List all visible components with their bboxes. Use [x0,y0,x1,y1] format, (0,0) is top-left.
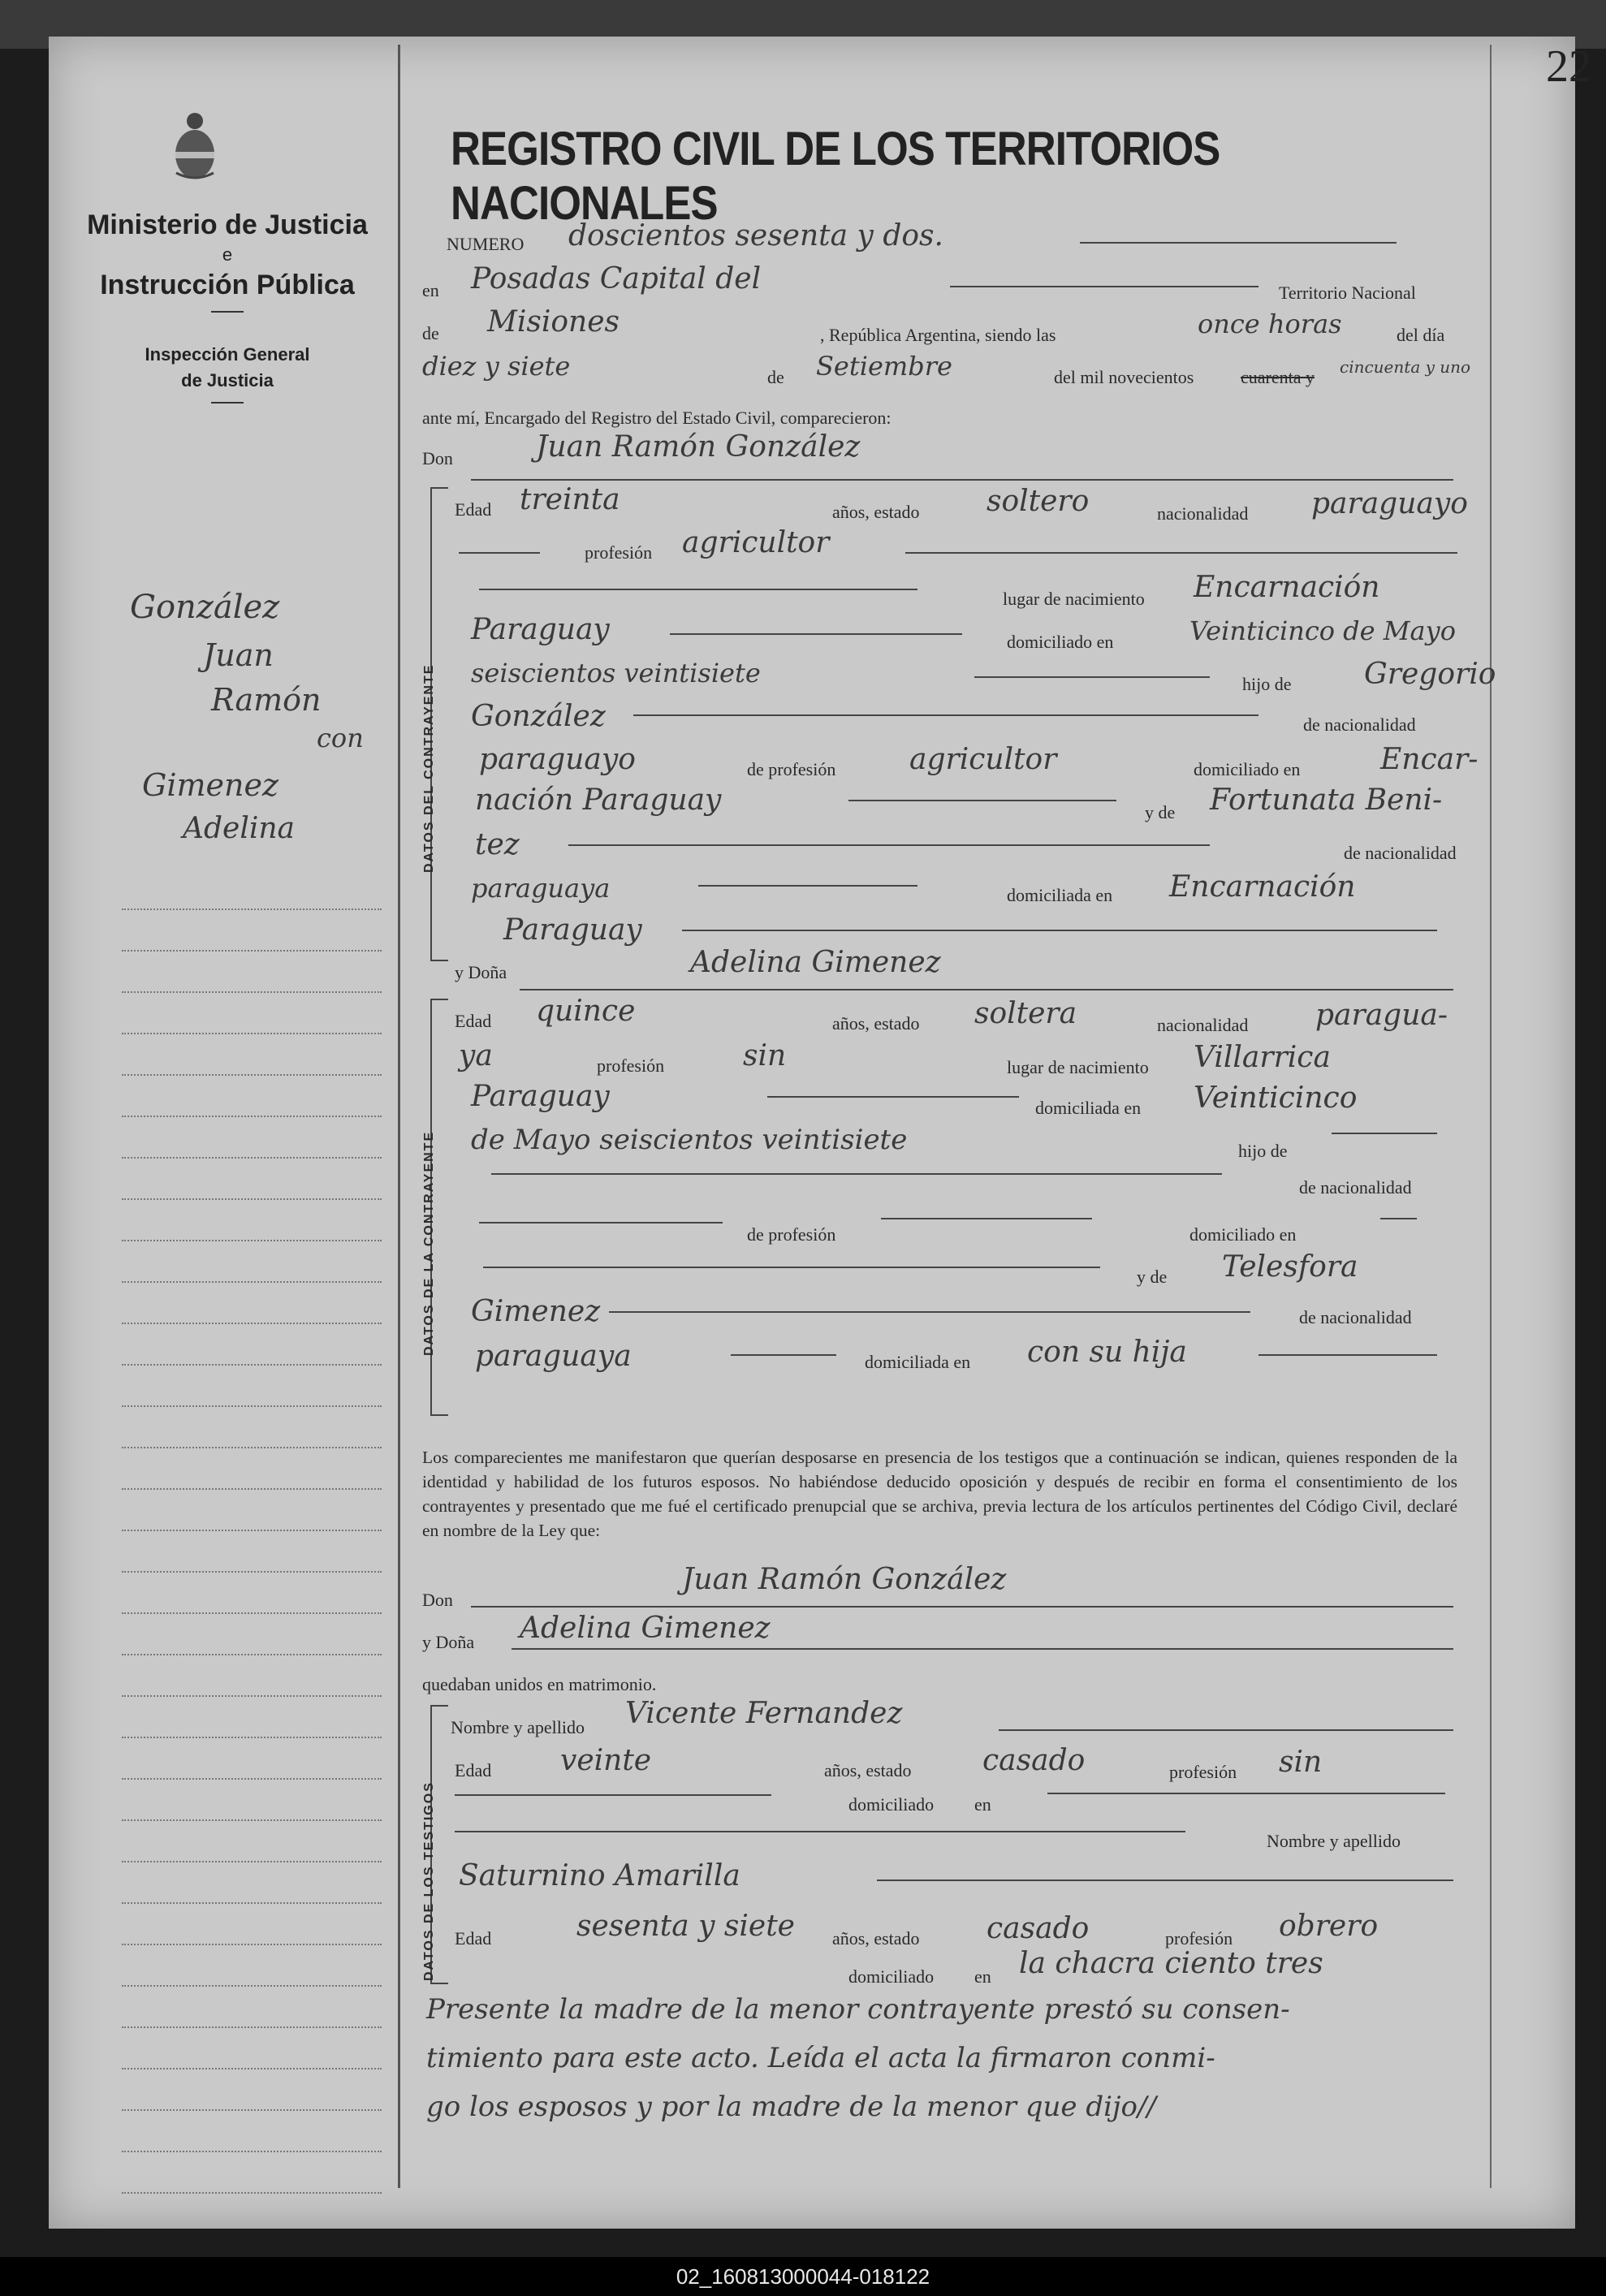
ministry-line-2: e [222,244,233,265]
label-domiciliada-en: domiciliada en [865,1352,971,1372]
note-line-2: timiento para este acto. Leída el acta la firmaron conmi- [426,2042,1215,2074]
ministry-line-3: Instrucción Pública [100,270,355,300]
hw-edad-ella: quince [536,995,636,1028]
label-nacionalidad: nacionalidad [1157,1015,1249,1035]
label-del-dia: del día [1397,325,1445,345]
rule [491,1173,1222,1175]
hw-madre: Fortunata Beni- [1210,783,1443,817]
rule [479,589,917,590]
label-de-nacionalidad: de nacionalidad [1299,1307,1412,1327]
hw-edad: treinta [520,483,620,516]
label-territorio: Territorio Nacional [1279,283,1416,303]
hw-madre-ella: Telesfora [1222,1250,1358,1284]
rule [698,885,917,887]
ministry-line-4: Inspección General [145,344,310,365]
rule [455,1794,771,1796]
rule [633,714,1258,716]
hw-estado: soltero [986,485,1090,518]
label-de-nacionalidad: de nacionalidad [1344,843,1457,863]
rule [670,633,962,635]
label-domiciliada-en: domiciliada en [1007,885,1113,905]
margin-note-line: Adelina [183,812,296,845]
label-quedaban: quedaban unidos en matrimonio. [422,1674,657,1694]
rule [848,800,1116,801]
hw-nac-lugar-ella-2: Paraguay [471,1080,610,1113]
hw-prof-ella: sin [743,1039,787,1072]
hw-dona-2: Adelina Gimenez [520,1612,771,1645]
rule [471,479,1453,481]
page-title: REGISTRO CIVIL DE LOS TERRITORIOS NACIONALES [451,123,1220,230]
hw-dia: diez y siete [422,351,571,382]
side-label-testigos: DATOS DE LOS TESTIGOS [422,1781,436,1981]
label-lugar-nacimiento: lugar de nacimiento [1003,589,1145,609]
label-de-mes: de [767,367,784,387]
hw-lugar-nacimiento: Encarnación [1194,571,1380,604]
hw-nac-ella: paragua- [1315,999,1448,1032]
hw-madre-2: tez [475,828,520,861]
hw-testigo-2-dom: la chacra ciento tres [1019,1947,1323,1980]
rule [950,286,1258,287]
hw-mes: Setiembre [816,351,952,382]
side-label-la-contrayente: DATOS DE LA CONTRAYENTE [422,1130,436,1356]
hw-territorio: Misiones [487,305,620,339]
hw-testigo-2-edad: sesenta y siete [576,1910,795,1943]
label-hijo-de: hijo de [1242,674,1292,694]
rule [1080,242,1397,244]
hw-padre: Gregorio [1364,658,1496,691]
right-rule [1490,45,1492,2188]
margin-note-line: Gimenez [142,767,279,803]
rule [1258,1354,1437,1356]
label-anos-estado: años, estado [824,1760,912,1780]
hw-madre-ella-nac: paraguaya [475,1340,632,1373]
hw-padre-prof: agricultor [909,743,1057,776]
label-y-de: y de [1145,802,1176,822]
hw-nac-lugar-ella: Villarrica [1194,1041,1331,1074]
label-profesion: profesión [1169,1762,1237,1782]
label-en: en [974,1966,991,1987]
rule [483,1267,1100,1268]
hw-testigo-1: Vicente Fernandez [625,1697,903,1730]
hw-madre-dom: Encarnación [1169,870,1356,904]
rule [1380,1218,1417,1219]
rule [512,1648,1453,1650]
hw-testigo-1-prof: sin [1279,1746,1323,1779]
label-y-dona: y Doña [422,1632,475,1652]
label-anos-estado: años, estado [832,1013,920,1034]
label-del-mil: del mil novecientos [1054,367,1194,387]
hw-testigo-2-prof: obrero [1279,1910,1379,1943]
rule [568,844,1210,846]
label-don: Don [422,448,453,468]
ministry-heading [81,207,373,404]
label-numero: NUMERO [447,234,525,254]
hw-anio: cincuenta y uno [1340,357,1471,377]
hw-domicilio-2: seiscientos veintisiete [471,658,761,688]
label-de-nacionalidad: de nacionalidad [1303,714,1416,735]
rule [1332,1133,1437,1134]
hw-padre-dom: Encar- [1380,743,1479,776]
image-id-footer: 02_160813000044-018122 [0,2257,1606,2296]
label-lugar-nacimiento: lugar de nacimiento [1007,1057,1149,1077]
hw-madre-ella-2: Gimenez [471,1295,601,1328]
hw-nacionalidad: paraguayo [1311,487,1468,520]
note-line-1: Presente la madre de la menor contrayente prestó su consen- [426,1993,1290,2026]
label-anos-estado: años, estado [832,1928,920,1949]
rule [455,1831,1185,1832]
label-ante-mi: ante mí, Encargado del Registro del Estado Civil, comparecieron: [422,408,892,428]
label-cuarenta: cuarenta y [1241,367,1315,387]
hw-don-2: Juan Ramón González [682,1563,1007,1596]
label-y-de: y de [1137,1267,1168,1287]
hw-nac-ella-2: ya [459,1039,493,1072]
label-nombre-apellido: Nombre y apellido [451,1717,585,1737]
margin-ruled-lines [122,869,382,2194]
hw-don: Juan Ramón González [536,430,861,464]
hw-padre-dom-2: nación Paraguay [475,783,722,817]
hw-domicilio: Veinticinco de Mayo [1189,615,1456,646]
rule [479,1222,723,1224]
label-profesion: profesión [597,1055,665,1076]
side-label-contrayente: DATOS DEL CONTRAYENTE [422,663,436,873]
hw-estado-ella: soltera [974,997,1077,1030]
rule [905,552,1457,554]
hw-testigo-1-estado: casado [982,1744,1086,1777]
margin-note-line: Juan [203,637,274,673]
margin-note-line: González [130,589,280,626]
rule [731,1354,836,1356]
ministry-line-5: de Justicia [181,370,274,391]
hw-profesion: agricultor [682,526,830,559]
ministry-line-1: Ministerio de Justicia [87,209,368,240]
label-de: de [422,323,439,343]
hw-testigo-1-edad: veinte [560,1744,652,1777]
rule [974,676,1210,678]
note-line-3: go los esposos y por la madre de la menor que dijo// [426,2091,1156,2123]
hw-dom-ella-2: de Mayo seiscientos veintisiete [471,1124,908,1156]
hw-padre-2: González [471,700,606,733]
hw-testigo-2: Saturnino Amarilla [459,1859,740,1892]
label-domiciliada-en: domiciliada en [1035,1098,1142,1118]
label-hijo-de: hijo de [1238,1141,1288,1161]
label-de-profesion: de profesión [747,759,836,779]
hw-testigo-2-estado: casado [986,1912,1090,1945]
label-domiciliado: domiciliado [848,1966,935,1987]
rule [682,930,1437,931]
label-edad: Edad [455,1928,492,1949]
rule [881,1218,1092,1219]
hw-dom-ella: Veinticinco [1194,1081,1358,1115]
label-de-nacionalidad: de nacionalidad [1299,1177,1412,1198]
rule [459,552,540,554]
hw-madre-ella-dom: con su hija [1027,1336,1187,1369]
hw-madre-nac: paraguaya [471,873,611,904]
label-edad: Edad [455,499,492,520]
rule [609,1311,1250,1313]
rule [877,1880,1453,1881]
margin-note-line: con [317,723,364,753]
label-anos-estado: años, estado [832,502,920,522]
declaration-paragraph: Los comparecientes me manifestaron que querían desposarse en presencia de los testigos que a continuación se indican, quienes responden de la identidad y habilidad de los futuros esposos. No habiéndose deducido oposición y después de recibir en forma el consentimiento de los contrayentes y presentado que me fué el certificado prenupcial que se archiva, previa lectura de los artículos pertinentes del Código Civil, declaré en nombre de la Ley que: [422,1448,1457,1540]
label-en: en [422,280,439,300]
rule [1047,1793,1445,1794]
label-profesion: profesión [1165,1928,1233,1949]
rule [520,989,1453,990]
label-domiciliado-en: domiciliado en [1189,1224,1297,1245]
rule [767,1096,1019,1098]
divider [211,311,244,313]
label-de-profesion: de profesión [747,1224,836,1245]
page-number: 22 [1546,41,1591,92]
label-republica: , República Argentina, siendo las [820,325,1056,345]
label-en: en [974,1794,991,1815]
hw-lugar: Posadas Capital del [471,262,762,296]
label-edad: Edad [455,1760,492,1780]
hw-numero: doscientos sesenta y dos. [568,219,943,252]
coat-of-arms-icon [166,110,223,183]
label-edad: Edad [455,1011,492,1031]
margin-note-line: Ramón [211,682,322,718]
label-don: Don [422,1590,453,1610]
label-y-dona: y Doña [455,962,507,982]
divider [211,402,244,404]
hw-madre-dom-2: Paraguay [503,913,642,947]
label-domiciliado: domiciliado [848,1794,935,1815]
hw-padre-nac: paraguayo [479,743,636,776]
label-nacionalidad: nacionalidad [1157,503,1249,524]
label-domiciliado-en: domiciliado en [1194,759,1301,779]
hw-hora: once horas [1198,309,1342,339]
hw-lugar-nacimiento-2: Paraguay [471,613,610,646]
rule [471,1606,1453,1608]
hw-dona: Adelina Gimenez [690,946,941,979]
label-nombre-apellido-2: Nombre y apellido [1267,1831,1401,1851]
rule [999,1729,1453,1731]
label-domiciliado-en: domiciliado en [1007,632,1114,652]
label-profesion: profesión [585,542,653,563]
